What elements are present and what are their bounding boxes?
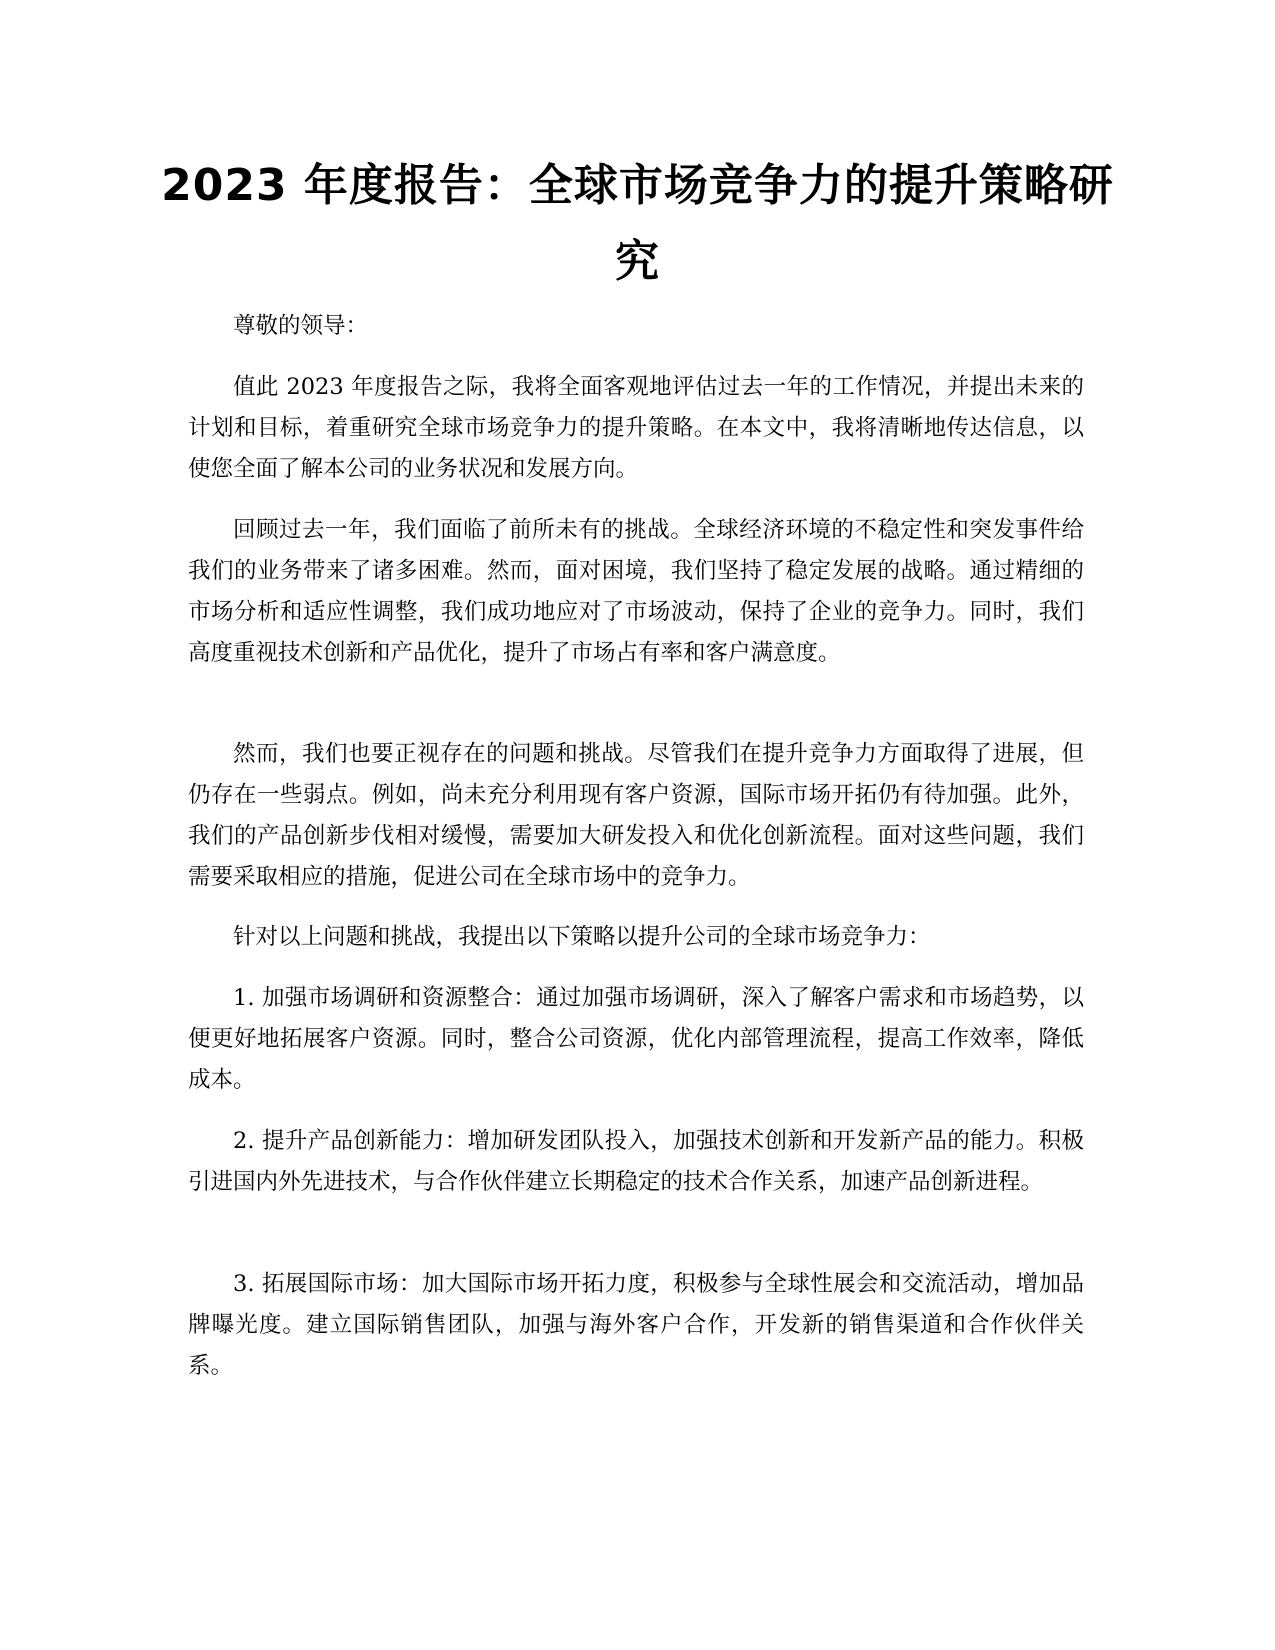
strategy-item-1: 1. 加强市场调研和资源整合：通过加强市场调研，深入了解客户需求和市场趋势，以便更好地拓展客户资源。同时，整合公司资源，优化内部管理流程，提高工作效率，降低成本。 (188, 985, 1084, 1093)
review-paragraph: 回顾过去一年，我们面临了前所未有的挑战。全球经济环境的不稳定性和突发事件给我们的业务带来了诸多困难。然而，面对困境，我们坚持了稳定发展的战略。通过精细的市场分析和适应性调整，我们成功地应对了市场波动，保持了企业的竞争力。同时，我们高度重视技术创新和产品优化，提升了市场占有率和客户满意度。 (188, 517, 1084, 666)
salutation-paragraph: 尊敬的领导： (233, 313, 369, 339)
problems-paragraph: 然而，我们也要正视存在的问题和挑战。尽管我们在提升竞争力方面取得了进展，但仍存在一些弱点。例如，尚未充分利用现有客户资源，国际市场开拓仍有待加强。此外，我们的产品创新步伐相对缓慢，需要加大研发投入和优化创新流程。面对这些问题，我们需要采取相应的措施，促进公司在全球市场中的竞争力。 (188, 741, 1084, 890)
strategy-item-3: 3. 拓展国际市场：加大国际市场开拓力度，积极参与全球性展会和交流活动，增加品牌曝光度。建立国际销售团队，加强与海外客户合作，开发新的销售渠道和合作伙伴关系。 (188, 1271, 1084, 1379)
document-title: 2023 年度报告：全球市场竞争力的提升策略研究 (161, 160, 1114, 287)
intro-paragraph: 值此 2023 年度报告之际，我将全面客观地评估过去一年的工作情况，并提出未来的计划和目标，着重研究全球市场竞争力的提升策略。在本文中，我将清晰地传达信息，以使您全面了解本公司的业务状况和发展方向。 (188, 374, 1084, 482)
strategy-intro-paragraph: 针对以上问题和挑战，我提出以下策略以提升公司的全球市场竞争力： (233, 924, 931, 950)
strategy-item-2: 2. 提升产品创新能力：增加研发团队投入，加强技术创新和开发新产品的能力。积极引进国内外先进技术，与合作伙伴建立长期稳定的技术合作关系，加速产品创新进程。 (188, 1128, 1084, 1195)
